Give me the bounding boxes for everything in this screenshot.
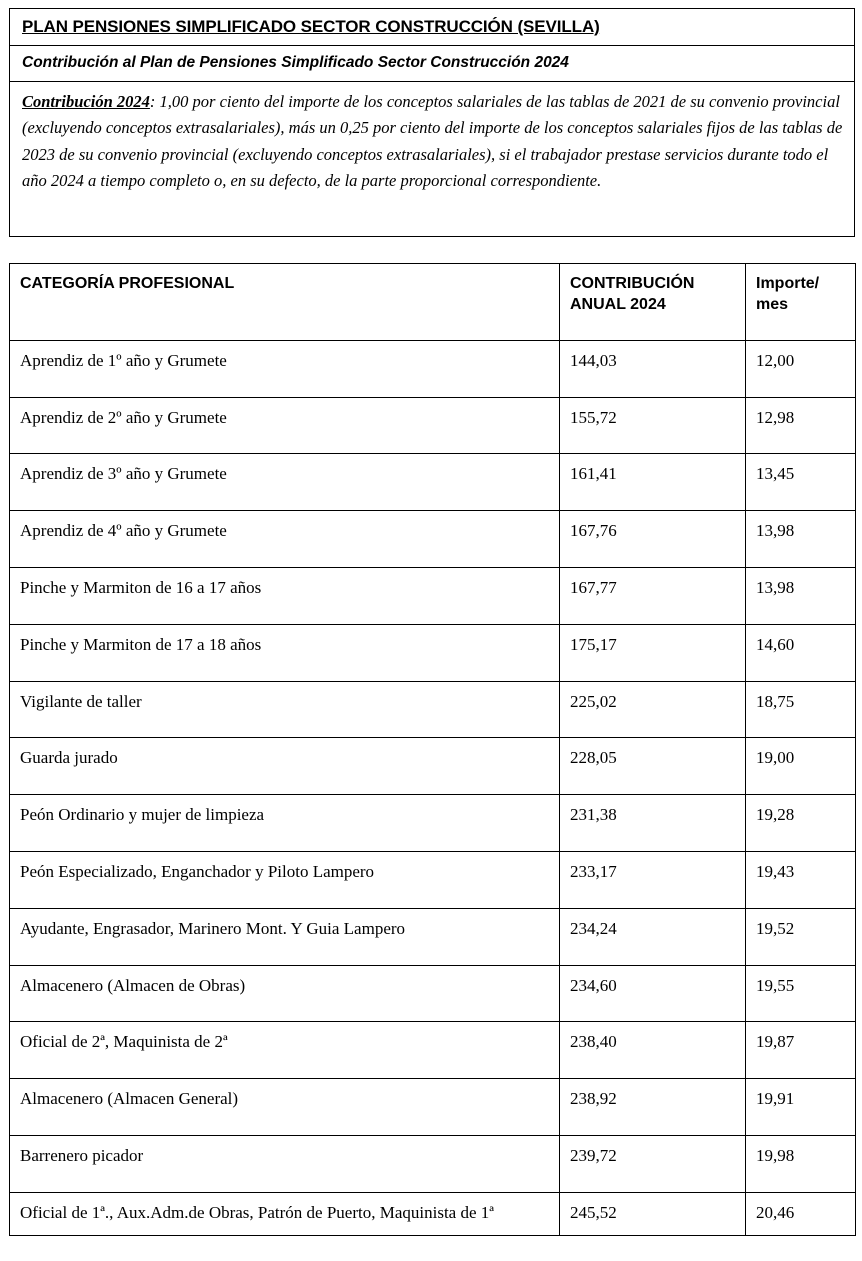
contribution-note-body: : 1,00 por ciento del importe de los conceptos salariales de las tablas de 2021 de su convenio provincial (excluyendo conceptos extrasalariales), más un 0,25 por ciento del importe de los conceptos salariales fijos de las tablas de 2023 de su convenio provincial (excluyendo conceptos extrasalariales), si el trabajador prestase servicios durante todo el año 2024 a tiempo completo o, en su defecto, de la parte proporcional correspondiente.	[22, 92, 843, 190]
cell-importe-mes: 14,60	[746, 624, 856, 681]
cell-categoria: Almacenero (Almacen de Obras)	[10, 965, 560, 1022]
table-row	[10, 1192, 856, 1235]
cell-categoria: Guarda jurado	[10, 738, 560, 795]
table-row	[10, 738, 856, 795]
header-box	[9, 8, 855, 237]
cell-contribucion-anual: 234,60	[560, 965, 746, 1022]
page-subtitle: Contribución al Plan de Pensiones Simplificado Sector Construcción 2024	[22, 54, 569, 72]
table-row	[10, 511, 856, 568]
table-row	[10, 1135, 856, 1192]
contribution-note-row	[10, 82, 854, 235]
column-header-categoria: CATEGORÍA PROFESIONAL	[10, 263, 560, 340]
cell-importe-mes: 20,46	[746, 1192, 856, 1235]
cell-contribucion-anual: 155,72	[560, 397, 746, 454]
cell-importe-mes: 19,52	[746, 908, 856, 965]
table-head	[10, 263, 856, 340]
cell-importe-mes: 19,43	[746, 852, 856, 909]
cell-importe-mes: 13,98	[746, 568, 856, 625]
page-title: PLAN PENSIONES SIMPLIFICADO SECTOR CONSTRUCCIÓN (SEVILLA)	[22, 17, 600, 36]
table-row	[10, 340, 856, 397]
cell-contribucion-anual: 234,24	[560, 908, 746, 965]
table-row	[10, 568, 856, 625]
cell-categoria: Aprendiz de 1º año y Grumete	[10, 340, 560, 397]
cell-contribucion-anual: 167,77	[560, 568, 746, 625]
cell-importe-mes: 19,28	[746, 795, 856, 852]
cell-importe-mes: 19,98	[746, 1135, 856, 1192]
cell-categoria: Aprendiz de 2º año y Grumete	[10, 397, 560, 454]
cell-categoria: Almacenero (Almacen General)	[10, 1079, 560, 1136]
cell-importe-mes: 12,98	[746, 397, 856, 454]
table-body	[10, 340, 856, 1235]
contribution-note-lead: Contribución 2024	[22, 92, 150, 112]
cell-contribucion-anual: 167,76	[560, 511, 746, 568]
cell-importe-mes: 18,75	[746, 681, 856, 738]
table-row	[10, 1079, 856, 1136]
cell-importe-mes: 13,98	[746, 511, 856, 568]
cell-categoria: Pinche y Marmiton de 16 a 17 años	[10, 568, 560, 625]
title-row	[10, 9, 854, 46]
cell-importe-mes: 19,00	[746, 738, 856, 795]
cell-contribucion-anual: 175,17	[560, 624, 746, 681]
cell-importe-mes: 19,55	[746, 965, 856, 1022]
cell-contribucion-anual: 228,05	[560, 738, 746, 795]
cell-categoria: Pinche y Marmiton de 17 a 18 años	[10, 624, 560, 681]
column-header-importe-mes: Importe/ mes	[746, 263, 856, 340]
cell-contribucion-anual: 238,40	[560, 1022, 746, 1079]
cell-importe-mes: 12,00	[746, 340, 856, 397]
cell-contribucion-anual: 231,38	[560, 795, 746, 852]
cell-categoria: Vigilante de taller	[10, 681, 560, 738]
contribution-note	[22, 89, 844, 227]
spacer	[8, 237, 854, 263]
cell-contribucion-anual: 239,72	[560, 1135, 746, 1192]
table-row	[10, 908, 856, 965]
cell-categoria: Peón Ordinario y mujer de limpieza	[10, 795, 560, 852]
cell-contribucion-anual: 245,52	[560, 1192, 746, 1235]
table-row	[10, 795, 856, 852]
table-row	[10, 1022, 856, 1079]
cell-categoria: Aprendiz de 3º año y Grumete	[10, 454, 560, 511]
categories-table	[9, 263, 856, 1236]
cell-importe-mes: 13,45	[746, 454, 856, 511]
table-row	[10, 397, 856, 454]
cell-categoria: Aprendiz de 4º año y Grumete	[10, 511, 560, 568]
cell-importe-mes: 19,91	[746, 1079, 856, 1136]
table-row	[10, 681, 856, 738]
cell-contribucion-anual: 161,41	[560, 454, 746, 511]
cell-contribucion-anual: 238,92	[560, 1079, 746, 1136]
table-header-row	[10, 263, 856, 340]
cell-categoria: Oficial de 1ª., Aux.Adm.de Obras, Patrón de Puerto, Maquinista de 1ª	[10, 1192, 560, 1235]
cell-categoria: Peón Especializado, Enganchador y Piloto Lampero	[10, 852, 560, 909]
cell-categoria: Oficial de 2ª, Maquinista de 2ª	[10, 1022, 560, 1079]
column-header-contribucion: CONTRIBUCIÓN ANUAL 2024	[560, 263, 746, 340]
cell-categoria: Ayudante, Engrasador, Marinero Mont. Y Guia Lampero	[10, 908, 560, 965]
cell-contribucion-anual: 144,03	[560, 340, 746, 397]
table-row	[10, 624, 856, 681]
cell-categoria: Barrenero picador	[10, 1135, 560, 1192]
cell-contribucion-anual: 225,02	[560, 681, 746, 738]
table-row	[10, 965, 856, 1022]
subtitle-row	[10, 46, 854, 82]
table-row	[10, 852, 856, 909]
table-row	[10, 454, 856, 511]
cell-contribucion-anual: 233,17	[560, 852, 746, 909]
cell-importe-mes: 19,87	[746, 1022, 856, 1079]
